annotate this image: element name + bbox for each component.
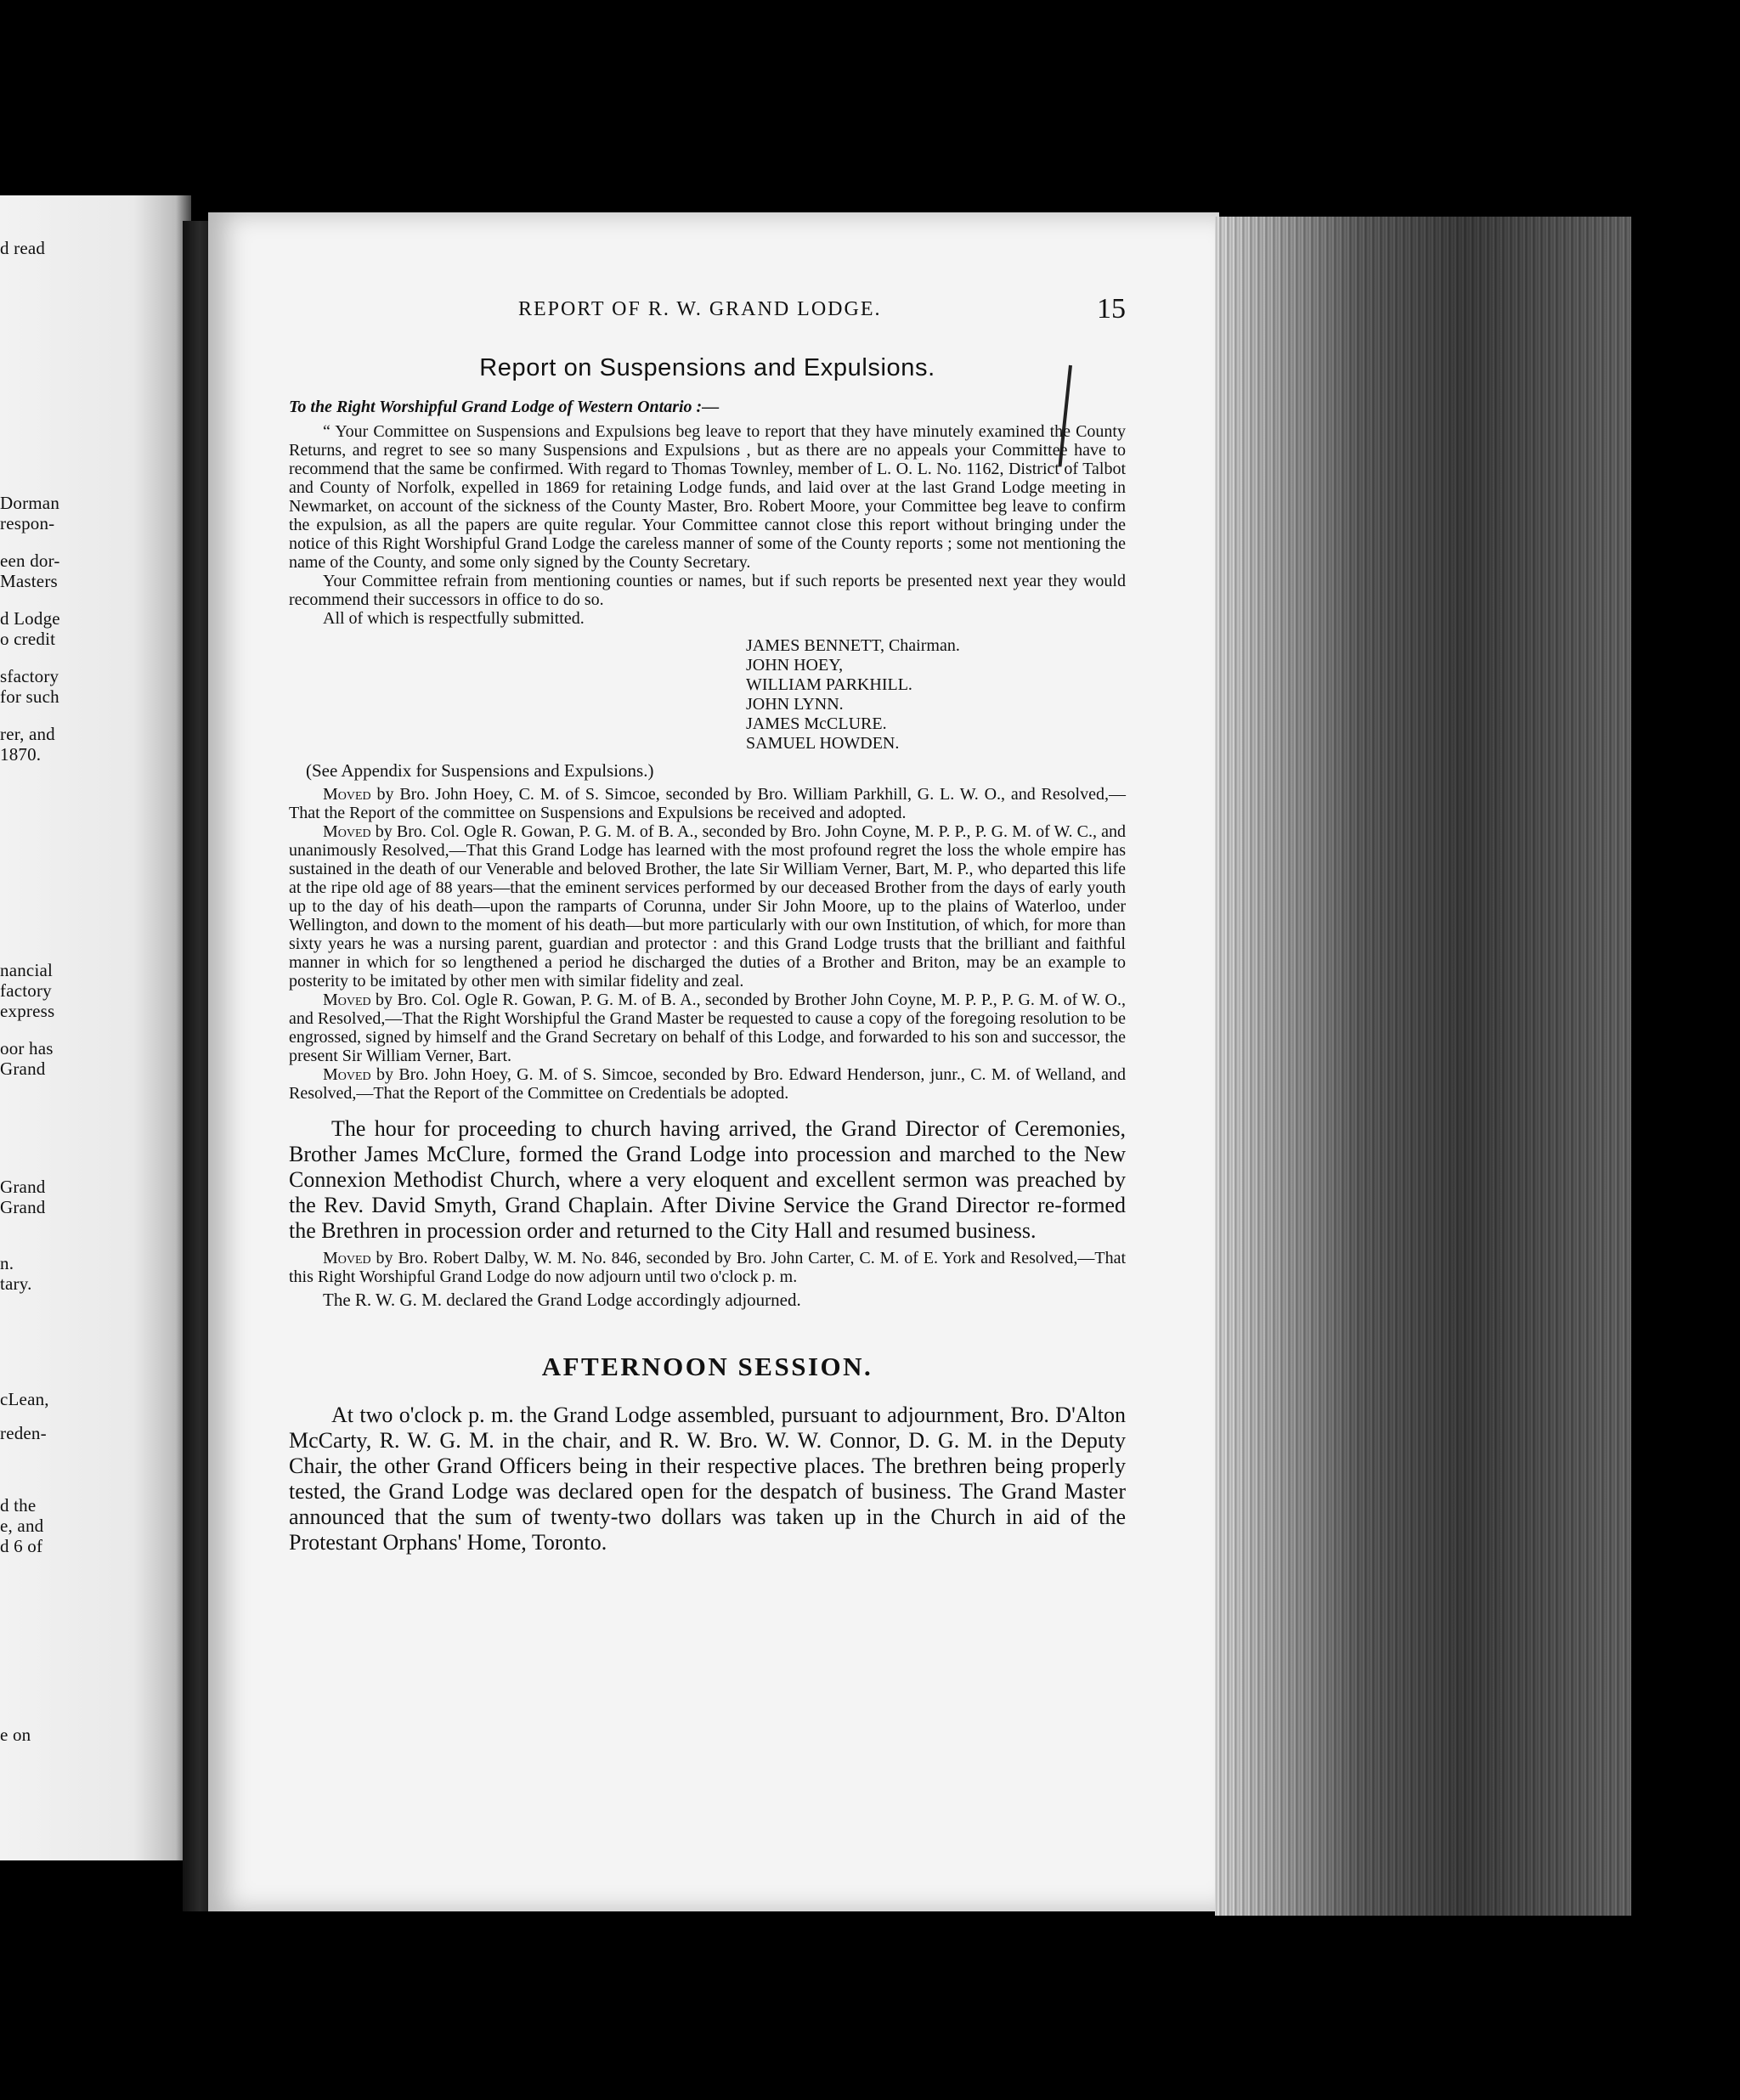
left-page-fragment: sfactory: [0, 666, 59, 686]
left-page-fragment: nancial: [0, 960, 54, 980]
left-page-fragment: d 6 of: [0, 1536, 43, 1556]
adjourn-motion: [289, 1249, 1126, 1286]
motion-text: by Bro. Col. Ogle R. Gowan, P. G. M. of B. A., seconded by Brother John Coyne, M. P. P., P. G. M. of W. O., and Resolved,—That the Right Worshipful the Grand Master be requested to cause a copy of the foregoing resolution to be engrossed, signed by himself and the Grand Secretary on behalf of this Lodge, and forwarded to his son and successor, the present Sir William Verner, Bart.: [289, 991, 1126, 1065]
motion-lead: Moved: [323, 1249, 371, 1267]
motion-3: [289, 991, 1126, 1065]
left-page-fragment: factory: [0, 980, 52, 1001]
left-page-fragment: Grand: [0, 1177, 46, 1197]
left-page-fragment: e on: [0, 1725, 31, 1745]
signature: WILLIAM PARKHILL.: [746, 675, 912, 694]
afternoon-paragraph: At two o'clock p. m. the Grand Lodge assembled, pursuant to adjournment, Bro. D'Alton McCarty, R. W. G. M. in the chair, and R. W. Bro. W. W. Connor, D. G. M. in the Deputy Chair, the other Grand Officers being in their respective places. The brethren being properly tested, the Grand Lodge was declared open for the despatch of business. The Grand Master announced that the sum of twenty-two dollars was taken up in the Church in aid of the Protestant Orphans' Home, Toronto.: [289, 1403, 1126, 1555]
left-page-fragment: respon-: [0, 513, 55, 533]
left-page-fragment: Grand: [0, 1197, 46, 1217]
signature: JOHN HOEY,: [746, 656, 844, 675]
signature: JOHN LYNN.: [746, 695, 844, 714]
motion-lead: Moved: [323, 785, 371, 804]
motion-text: by Bro. Col. Ogle R. Gowan, P. G. M. of B. A., seconded by Bro. John Coyne, M. P. P., P. G. M. of W. C., and unanimously Resolved,—That this Grand Lodge has learned with the most profound regret the loss the whole empire has sustained in the death of our Venerable and beloved Brother, the late Sir William Verner, Bart, M. P., who departed this life at the ripe old age of 88 years—that the eminent services performed by our deceased Brother from the days of early youth up to the day of his death—upon the ramparts of Corunna, under Sir John Moore, up to the plains of Waterloo, under Wellington, and down to the moment of his death—but more particularly with our own Institution, of which, for more than sixty years he was a nursing parent, guardian and protector : and this Grand Lodge trusts that the brilliant and faithful manner in which for so lengthened a period he discharged the duties of a Brother and Briton, may be an example to posterity to be imitated by other men with similar fidelity and zeal.: [289, 822, 1126, 991]
motion-1: [289, 785, 1126, 822]
left-page-fragment: een dor-: [0, 550, 60, 571]
left-page-fragment: tary.: [0, 1273, 32, 1294]
appendix-note: (See Appendix for Suspensions and Expulsions.): [306, 760, 654, 781]
left-page-fragment: express: [0, 1001, 55, 1021]
left-page-fragment: o credit: [0, 629, 56, 649]
left-page-fragment: d Lodge: [0, 608, 60, 629]
motion-lead: Moved: [323, 1065, 371, 1084]
report-paragraph-3: All of which is respectfully submitted.: [323, 609, 585, 628]
left-page-fragment: Masters: [0, 571, 58, 591]
page-number: 15: [1097, 293, 1126, 325]
motion-lead: Moved: [323, 822, 371, 841]
motion-text: by Bro. John Hoey, G. M. of S. Simcoe, seconded by Bro. Edward Henderson, junr., C. M. of Welland, and Resolved,—That the Report of the Committee on Credentials be adopted.: [289, 1065, 1126, 1103]
page-content: [289, 293, 1126, 1555]
report-paragraph-1: “ Your Committee on Suspensions and Expulsions beg leave to report that they have minutely examined the County Returns, and regret to see so many Suspensions and Expulsions , but as there are no appeals your Committee have to recommend that the same be confirmed. With regard to Thomas Townley, member of L. O. L. No. 1162, District of Talbot and County of Norfolk, expelled in 1869 for retaining Lodge funds, and laid over at the last Grand Lodge meeting in Newmarket, on account of the sickness of the County Master, Bro. Robert Moore, your Committee beg leave to confirm the expulsion, as all the papers are quite regular. Your Committee cannot close this report without bringing under the notice of this Right Worshipful Grand Lodge the careless manner of some of the County reports ; some not mentioning the name of the County, and some only signed by the County Secretary.: [289, 422, 1126, 572]
left-page-fragment: Grand: [0, 1058, 46, 1079]
left-page-fragment: 1870.: [0, 744, 42, 765]
left-page-fragment: Dorman: [0, 493, 60, 513]
motion-text: by Bro. John Hoey, C. M. of S. Simcoe, seconded by Bro. William Parkhill, G. L. W. O., and Resolved,—That the Report of the committee on Suspensions and Expulsions be received and adopted.: [289, 785, 1126, 822]
motion-lead: Moved: [323, 991, 371, 1009]
left-page-fragment: d read: [0, 238, 46, 258]
page-edges: [1215, 217, 1631, 1916]
left-page: [0, 195, 191, 1860]
running-head: [289, 293, 1126, 330]
signature: SAMUEL HOWDEN.: [746, 734, 900, 753]
motion-4: [289, 1065, 1126, 1103]
left-page-fragment: rer, and: [0, 724, 55, 744]
report-title: Report on Suspensions and Expulsions.: [479, 354, 935, 381]
motion-text: by Bro. Robert Dalby, W. M. No. 846, seconded by Bro. John Carter, C. M. of E. York and Resolved,—That this Right Worshipful Grand Lodge do now adjourn until two o'clock p. m.: [289, 1249, 1126, 1286]
signature: JAMES McCLURE.: [746, 714, 887, 733]
left-page-fragment: d the: [0, 1495, 37, 1516]
running-title: REPORT OF R. W. GRAND LODGE.: [518, 298, 882, 320]
church-paragraph: The hour for proceeding to church having arrived, the Grand Director of Ceremonies, Brother James McClure, formed the Grand Lodge into procession and marched to the New Connexion Methodist Church, where a very eloquent and excellent sermon was preached by the Rev. David Smyth, Grand Chaplain. After Divine Service the Grand Director re-formed the Brethren in procession order and returned to the City Hall and resumed business.: [289, 1116, 1126, 1243]
left-page-fragment: n.: [0, 1253, 14, 1273]
left-page-fragment: reden-: [0, 1423, 47, 1443]
salutation: To the Right Worshipful Grand Lodge of Western Ontario :—: [289, 398, 720, 416]
left-page-fragment: cLean,: [0, 1389, 49, 1409]
left-page-fragment: oor has: [0, 1038, 54, 1058]
left-page-fragment: for such: [0, 686, 59, 707]
motion-2: [289, 822, 1126, 991]
left-page-fragment: e, and: [0, 1516, 44, 1536]
signature: JAMES BENNETT, Chairman.: [746, 636, 960, 655]
adjourned-statement: The R. W. G. M. declared the Grand Lodge accordingly adjourned.: [323, 1290, 801, 1310]
report-paragraph-2: Your Committee refrain from mentioning counties or names, but if such reports be presented next year they would recommend their successors in office to do so.: [289, 572, 1126, 609]
afternoon-session-title: AFTERNOON SESSION.: [541, 1352, 873, 1381]
signatures: [746, 636, 1126, 754]
